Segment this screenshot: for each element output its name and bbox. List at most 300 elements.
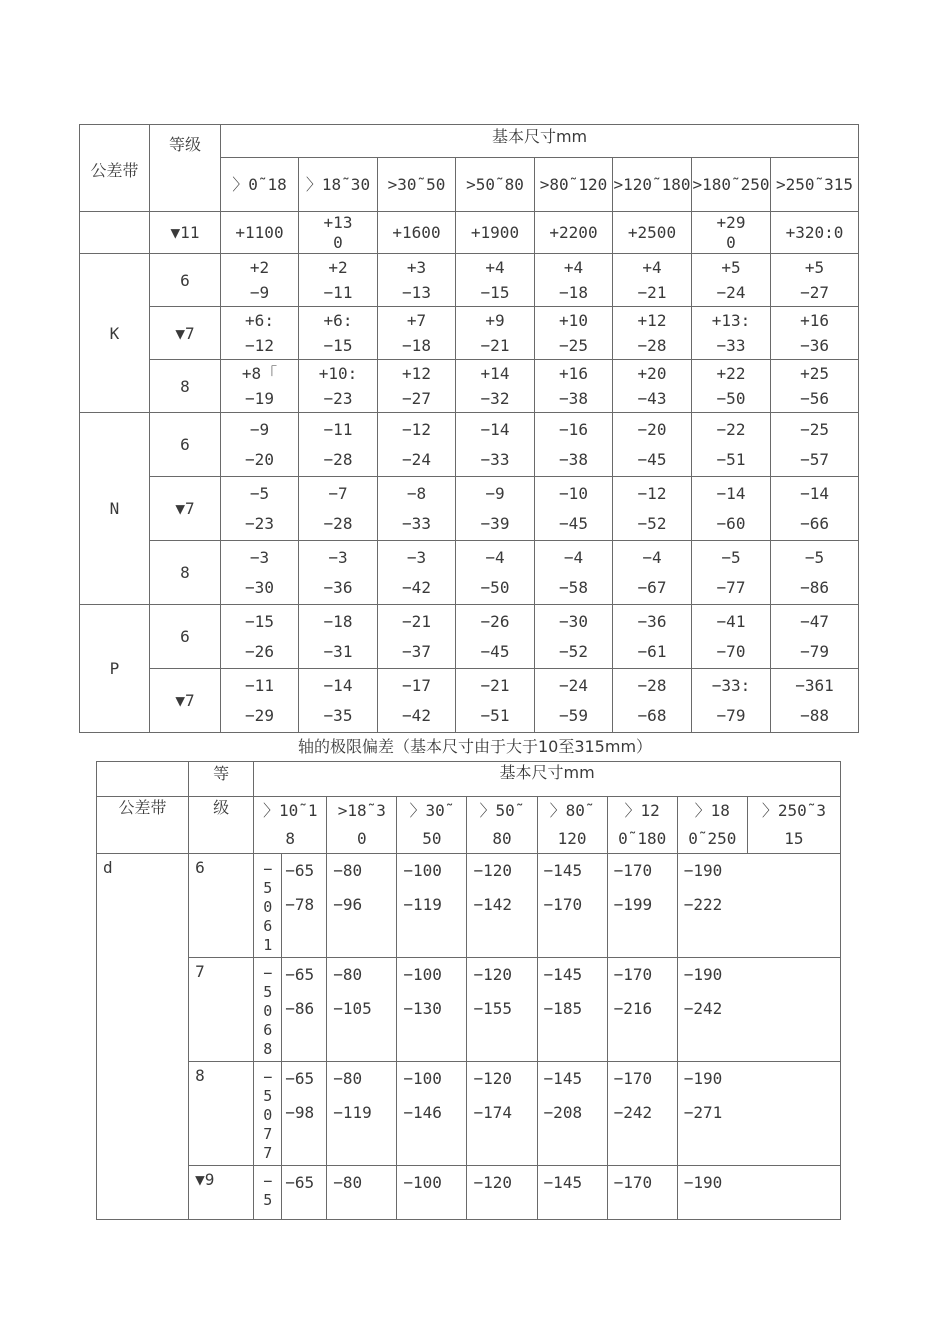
lower-deviation: −38 [559,449,588,469]
lower-deviation: −242 [613,1103,653,1122]
deviation-cell [456,413,535,477]
lower-deviation: −216 [613,999,653,1018]
header-grade-part2: 级 [189,797,254,854]
table-row [97,958,841,1062]
deviation-cell [692,360,771,413]
deviation-cell [613,669,692,733]
size-range-line2: 50 [422,829,442,848]
lower-deviation: −9 [249,283,270,302]
upper-deviation: −14 [800,483,829,503]
lower-deviation: −29 [245,705,274,725]
upper-deviation: −170 [613,861,653,880]
table-row [80,413,859,477]
size-range-line1: 〉80˜ [549,801,595,820]
upper-deviation: −4 [642,547,662,567]
lower-deviation: −36 [800,336,829,355]
header-grade: 等级 [150,125,221,212]
deviation-cell [299,669,378,733]
upper-deviation: −41 [716,611,746,631]
lower-deviation: −45 [480,641,510,661]
lower-deviation: −119 [403,895,442,914]
upper-deviation: −80 [333,861,363,880]
vertical-char: 0 [263,898,273,916]
deviation-cell [221,413,299,477]
deviation-cell [221,307,299,360]
upper-deviation: −145 [543,1069,583,1088]
upper-deviation: +16 [559,364,588,383]
lower-deviation: −24 [716,283,746,302]
size-range-line2: 0˜180 [618,829,667,848]
table-row [80,605,859,669]
lower-deviation: −199 [613,895,653,914]
upper-deviation: −28 [637,675,667,695]
lower-deviation: −68 [637,705,667,725]
upper-deviation: −65 [285,1069,315,1088]
tolerance-band-cell: N [80,413,150,605]
lower-deviation: −45 [637,449,667,469]
upper-deviation: −190 [683,965,723,984]
upper-deviation: +8「 [241,364,278,383]
deviation-cell [299,477,378,541]
deviation-cell [607,854,677,958]
upper-deviation: −12 [637,483,667,503]
grade-cell: ▼7 [150,669,221,733]
size-range-header: >80˜120 [535,158,613,212]
lower-deviation: −11 [323,283,353,302]
table-row [80,212,859,254]
lower-deviation: −67 [637,577,667,597]
upper-deviation: −65 [285,861,315,880]
deviation-cell-vertical [254,1062,282,1166]
deviation-cell [299,307,378,360]
size-range-header [254,797,327,854]
upper-deviation: +6: [323,311,353,330]
upper-deviation: −5 [721,547,741,567]
upper-deviation: +13: [711,311,751,330]
header-tolerance-band: 公差带 [80,125,150,212]
size-range-header [677,797,747,854]
upper-deviation: +4 [642,258,662,277]
deviation-cell [771,413,859,477]
deviation-cell [535,254,613,307]
lower-deviation: −37 [402,641,431,661]
lower-deviation: −242 [683,999,723,1018]
upper-deviation: −17 [402,675,431,695]
lower-deviation: −28 [637,336,667,355]
deviation-cell [282,854,327,958]
deviation-cell [771,605,859,669]
upper-deviation: −120 [473,1069,512,1088]
upper-deviation: −18 [323,611,353,631]
upper-deviation: −145 [543,861,583,880]
upper-deviation: −14 [716,483,746,503]
vertical-char: 5 [263,983,273,1001]
deviation-cell [327,1062,397,1166]
size-range-header: >250˜315 [771,158,859,212]
size-range-header [537,797,607,854]
deviation-cell [378,413,456,477]
lower-deviation: −79 [800,641,829,661]
upper-deviation: −361 [795,675,834,695]
deviation-cell [299,254,378,307]
size-range-header [397,797,467,854]
deviation-cell [535,477,613,541]
upper-deviation: −15 [245,611,274,631]
upper-deviation: +3 [406,258,427,277]
vertical-char: 5 [263,879,273,897]
table-row [80,360,859,413]
size-range-line2: 0 [356,829,367,848]
deviation-cell [677,1166,840,1220]
upper-deviation: −16 [559,419,588,439]
deviation-cell [299,413,378,477]
vertical-char: 0 [263,1002,273,1020]
header-basic-size: 基本尺寸mm [221,125,859,158]
upper-deviation: −100 [403,1173,442,1192]
table-row [80,477,859,541]
deviation-cell [613,254,692,307]
upper-deviation: +10 [559,311,588,330]
upper-deviation: +25 [800,364,829,383]
size-range-line2: 15 [784,829,804,848]
deviation-cell [771,541,859,605]
deviation-cell [378,254,456,307]
deviation-cell [456,477,535,541]
deviation-cell [607,1062,677,1166]
size-range-header: 〉18˜30 [299,158,378,212]
lower-deviation: −185 [543,999,583,1018]
deviation-cell [456,669,535,733]
lower-deviation: −33 [402,513,431,533]
lower-deviation: −58 [559,577,588,597]
deviation-cell [378,307,456,360]
deviation-cell [221,360,299,413]
deviation-cell [397,1062,467,1166]
lower-deviation: −32 [480,389,510,408]
deviation-cell: +130 [299,212,378,254]
deviation-cell [613,307,692,360]
grade-cell: 8 [150,541,221,605]
deviation-cell: +2200 [535,212,613,254]
upper-deviation: −3 [406,547,427,567]
deviation-cell: +1600 [378,212,456,254]
grade-cell: ▼11 [150,212,221,254]
lower-deviation: −50 [716,389,746,408]
upper-deviation: −8 [406,483,427,503]
upper-deviation: −22 [716,419,746,439]
lower-deviation: −43 [637,389,667,408]
deviation-cell [299,360,378,413]
upper-deviation: −21 [402,611,431,631]
deviation-cell [677,958,840,1062]
upper-deviation: +22 [716,364,746,383]
lower-deviation: −36 [323,577,353,597]
deviation-cell [613,541,692,605]
vertical-char: − [263,1068,273,1086]
lower-deviation: −60 [716,513,746,533]
deviation-cell [535,360,613,413]
deviation-cell [537,958,607,1062]
band-cell [80,212,150,254]
upper-deviation: −190 [683,1069,723,1088]
lower-deviation: −33 [716,336,746,355]
deviation-cell [692,669,771,733]
deviation-cell [378,669,456,733]
size-range-header: 〉0˜18 [221,158,299,212]
lower-deviation: −31 [323,641,353,661]
lower-deviation: −19 [245,389,274,408]
upper-deviation: −14 [480,419,510,439]
deviation-cell [692,307,771,360]
upper-deviation: −14 [323,675,353,695]
upper-deviation: +2 [249,258,270,277]
deviation-cell [378,541,456,605]
deviation-cell-vertical [254,958,282,1062]
deviation-cell [456,605,535,669]
deviation-cell [537,1166,607,1220]
deviation-cell [378,360,456,413]
upper-deviation: −170 [613,1069,653,1088]
grade-cell: 6 [150,254,221,307]
vertical-char: 1 [263,936,273,954]
lower-deviation: −52 [637,513,667,533]
table-caption: 轴的极限偏差（基本尺寸由于大于10至315mm） [297,737,653,756]
deviation-cell [456,307,535,360]
upper-deviation: −3 [249,547,270,567]
size-range-line1: 〉30˜ [409,801,455,820]
upper-deviation: −7 [328,483,348,503]
lower-deviation: −56 [800,389,829,408]
tolerance-band-cell: K [80,254,150,413]
upper-deviation: −47 [800,611,829,631]
lower-deviation: −52 [559,641,588,661]
upper-deviation: −100 [403,861,442,880]
vertical-char: 0 [263,1106,273,1124]
deviation-cell [299,541,378,605]
tolerance-band-cell: P [80,605,150,733]
upper-deviation: −100 [403,965,442,984]
upper-deviation: −145 [543,965,583,984]
lower-deviation: −59 [559,705,588,725]
deviation-cell [613,360,692,413]
lower-deviation: −78 [285,895,315,914]
deviation-cell [327,958,397,1062]
deviation-cell [692,254,771,307]
lower-deviation: −24 [402,449,431,469]
deviation-cell [535,541,613,605]
upper-deviation: −80 [333,1069,363,1088]
deviation-cell [282,958,327,1062]
upper-deviation: −170 [613,965,653,984]
upper-deviation: −36 [637,611,667,631]
deviation-cell [537,1062,607,1166]
lower-deviation: −15 [323,336,353,355]
upper-deviation: +9 [485,311,505,330]
deviation-cell-vertical [254,1166,282,1220]
upper-deviation: +10: [318,364,358,383]
deviation-cell [771,307,859,360]
size-range-line2: 120 [557,829,587,848]
shaft-deviation-table [96,761,841,1220]
upper-deviation: −120 [473,861,512,880]
deviation-cell [327,1166,397,1220]
lower-deviation: −86 [285,999,315,1018]
upper-deviation: −5 [249,483,270,503]
size-range-line2: 0˜250 [688,829,737,848]
vertical-char: 5 [263,1191,273,1209]
lower-deviation: −26 [245,641,274,661]
upper-deviation: +7 [406,311,427,330]
lower-deviation: −33 [480,449,510,469]
lower-deviation: −27 [800,283,829,302]
size-range-line1: 〉12 [624,801,660,820]
lower-deviation: −61 [637,641,667,661]
deviation-cell [692,477,771,541]
lower-deviation: −174 [473,1103,512,1122]
lower-deviation: −21 [480,336,510,355]
tolerance-band-cell: d [97,854,189,1220]
upper-deviation: −9 [485,483,505,503]
lower-deviation: −88 [800,705,829,725]
deviation-cell [378,477,456,541]
size-range-header [467,797,537,854]
deviation-cell [692,541,771,605]
upper-deviation: −190 [683,1173,723,1192]
lower-deviation: −142 [473,895,512,914]
deviation-cell: +1100 [221,212,299,254]
deviation-cell [282,1062,327,1166]
deviation-cell [221,541,299,605]
upper-deviation: −170 [613,1173,653,1192]
vertical-char: 7 [263,1125,273,1143]
lower-deviation: −86 [800,577,829,597]
deviation-cell [397,1166,467,1220]
grade-cell: ▼7 [150,307,221,360]
upper-deviation: +4 [485,258,505,277]
upper-deviation: −3 [328,547,348,567]
grade-cell: 8 [189,1062,254,1166]
upper-deviation: +20 [637,364,667,383]
grade-cell: 6 [150,413,221,477]
vertical-char: 7 [263,1144,273,1162]
deviation-cell [692,413,771,477]
deviation-cell [607,1166,677,1220]
lower-deviation: −170 [543,895,583,914]
lower-deviation: −155 [473,999,512,1018]
upper-deviation: −24 [559,675,588,695]
deviation-cell [607,958,677,1062]
lower-deviation: −79 [716,705,746,725]
lower-deviation: −23 [245,513,274,533]
grade-cell: ▼7 [150,477,221,541]
deviation-cell [456,254,535,307]
deviation-cell [221,605,299,669]
lower-deviation: −13 [402,283,431,302]
upper-deviation: −10 [559,483,588,503]
lower-deviation: −21 [637,283,667,302]
size-range-line2: 80 [492,829,512,848]
upper-deviation: −25 [800,419,829,439]
lower-deviation: −42 [402,577,431,597]
deviation-cell [535,669,613,733]
deviation-cell [456,541,535,605]
deviation-cell [327,854,397,958]
size-range-header: >50˜80 [456,158,535,212]
upper-deviation: +2 [328,258,348,277]
size-range-line1: 〉50˜ [479,801,525,820]
size-range-header: >180˜250 [692,158,771,212]
lower-deviation: −28 [323,513,353,533]
upper-deviation: −120 [473,965,512,984]
deviation-cell [467,958,537,1062]
lower-deviation: −208 [543,1103,583,1122]
deviation-cell [467,854,537,958]
lower-deviation: −27 [402,389,431,408]
upper-deviation: −11 [245,675,274,695]
upper-deviation: −80 [333,965,363,984]
table-row [97,1166,841,1220]
lower-deviation: −39 [480,513,510,533]
lower-deviation: −119 [333,1103,372,1122]
lower-deviation: −57 [800,449,829,469]
table-row [80,541,859,605]
deviation-cell-vertical [254,854,282,958]
lower-deviation: −105 [333,999,372,1018]
upper-deviation: −4 [563,547,584,567]
vertical-char: − [263,860,273,878]
upper-deviation: −33: [711,675,751,695]
lower-deviation: −70 [716,641,746,661]
grade-cell: 7 [189,958,254,1062]
size-range-header [747,797,840,854]
vertical-char: 8 [263,1040,273,1058]
lower-deviation: −77 [716,577,746,597]
lower-deviation: −66 [800,513,829,533]
upper-deviation: −11 [323,419,353,439]
lower-deviation: −96 [333,895,363,914]
hole-deviation-table [79,124,859,733]
size-range-line1: 〉10˜1 [262,801,318,820]
vertical-char: 5 [263,1087,273,1105]
deviation-cell [677,1062,840,1166]
grade-cell: 8 [150,360,221,413]
deviation-cell [613,413,692,477]
deviation-cell [613,605,692,669]
deviation-cell [397,958,467,1062]
upper-deviation: −190 [683,861,723,880]
deviation-cell [221,477,299,541]
deviation-cell [771,254,859,307]
deviation-cell [771,477,859,541]
upper-deviation: +14 [480,364,510,383]
lower-deviation: −50 [480,577,510,597]
deviation-cell: +290 [692,212,771,254]
deviation-cell [378,605,456,669]
upper-deviation: −100 [403,1069,442,1088]
deviation-cell [467,1166,537,1220]
size-range-line2: 8 [285,829,296,848]
deviation-cell [221,669,299,733]
upper-deviation: +12 [637,311,667,330]
upper-deviation: −80 [333,1173,363,1192]
size-range-header [327,797,397,854]
lower-deviation: −15 [480,283,510,302]
lower-deviation: −130 [403,999,442,1018]
deviation-cell [397,854,467,958]
lower-deviation: −146 [403,1103,442,1122]
vertical-char: 6 [263,917,273,935]
lower-deviation: −20 [245,449,274,469]
